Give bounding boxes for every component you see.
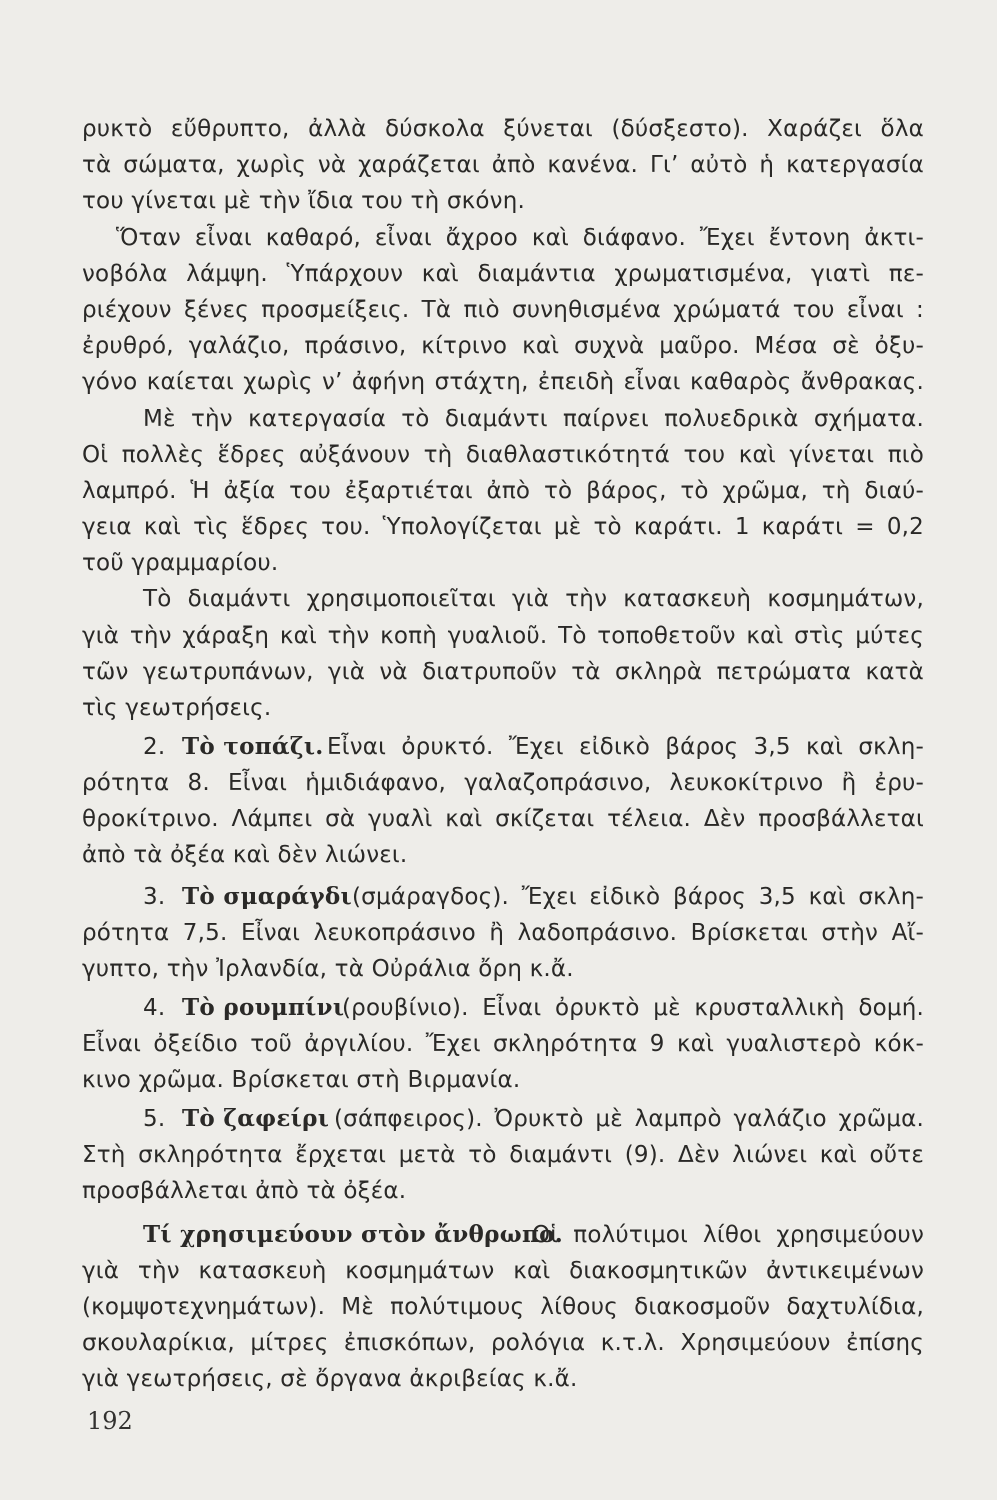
- text-line: γόνο καίεται χωρὶς ν’ ἀφήνη στάχτη, ἐπειδὴ εἶναι καθαρὸς ἄνθρακας.: [82, 369, 924, 395]
- text-line: Εἶναι ὀξείδιο τοῦ ἀργιλίου. Ἔχει σκληρότητα 9 καὶ γυαλιστερὸ κόκ-: [82, 1031, 924, 1057]
- text-line: Ὅταν εἶναι καθαρό, εἶναι ἄχροο καὶ διάφανο. Ἔχει ἔντονη ἀκτι-: [116, 225, 924, 251]
- text-line: Τὸ διαμάντι χρησιμοποιεῖται γιὰ τὴν κατασκευὴ κοσμημάτων,: [143, 586, 924, 612]
- text-line: Μὲ τὴν κατεργασία τὸ διαμάντι παίρνει πολυεδρικὰ σχήματα.: [143, 406, 924, 432]
- ruby-heading: Τὸ ρουμπίνι: [182, 994, 345, 1021]
- text-line: ριέχουν ξένες προσμείξεις. Τὰ πιὸ συνηθισμένα χρώματά του εἶναι :: [82, 297, 924, 323]
- text-line: θροκίτρινο. Λάμπει σὰ γυαλὶ καὶ σκίζεται τέλεια. Δὲν προσβάλλεται: [82, 806, 924, 832]
- text-line: ἐρυθρό, γαλάζιο, πράσινο, κίτρινο καὶ συχνὰ μαῦρο. Μέσα σὲ ὀξυ-: [82, 333, 924, 359]
- emerald-heading: Τὸ σμαράγδι: [182, 883, 352, 910]
- sapphire-heading: Τὸ ζαφείρι: [182, 1105, 330, 1132]
- text-line: νοβόλα λάμψη. Ὑπάρχουν καὶ διαμάντια χρωματισμένα, γιατὶ πε-: [82, 261, 924, 287]
- text-line: γιὰ γεωτρήσεις, σὲ ὄργανα ἀκριβείας κ.ἄ.: [82, 1366, 578, 1392]
- uses-heading: Τί χρησιμεύουν στὸν ἄνθρωπο.: [143, 1221, 564, 1248]
- text-line: ρότητα 8. Εἶναι ἡμιδιάφανο, γαλαζοπράσινο, λευκοκίτρινο ἢ ἐρυ-: [82, 770, 924, 796]
- text-line: ἀπὸ τὰ ὀξέα καὶ δὲν λιώνει.: [82, 842, 408, 868]
- text-line: Εἶναι ὀρυκτό. Ἔχει εἰδικὸ βάρος 3,5 καὶ σκλη-: [327, 734, 924, 760]
- page-number: 192: [87, 1407, 133, 1435]
- text-line: Οἱ πολλὲς ἕδρες αὐξάνουν τὴ διαθλαστικότητά του καὶ γίνεται πιὸ: [82, 442, 924, 468]
- text-line: γεια καὶ τὶς ἕδρες του. Ὑπολογίζεται μὲ τὸ καράτι. 1 καράτι = 0,2: [82, 514, 924, 540]
- text-line: λαμπρό. Ἡ ἀξία του ἐξαρτιέται ἀπὸ τὸ βάρος, τὸ χρῶμα, τὴ διαύ-: [82, 478, 924, 504]
- text-line: (κομψοτεχνημάτων). Μὲ πολύτιμους λίθους διακοσμοῦν δαχτυλίδια,: [82, 1294, 924, 1320]
- text-line: Οἱ πολύτιμοι λίθοι χρησιμεύουν: [532, 1222, 924, 1248]
- text-line: τῶν γεωτρυπάνων, γιὰ νὰ διατρυποῦν τὰ σκληρὰ πετρώματα κατὰ: [82, 659, 924, 685]
- item-number: 3.: [143, 884, 166, 910]
- text-line: (ρουβίνιο). Εἶναι ὀρυκτὸ μὲ κρυσταλλικὴ δομή.: [342, 995, 924, 1021]
- item-number: 2.: [143, 734, 166, 760]
- topaz-heading: Τὸ τοπάζι.: [182, 733, 324, 760]
- text-line: σκουλαρίκια, μίτρες ἐπισκόπων, ρολόγια κ.τ.λ. Χρησιμεύουν ἐπίσης: [82, 1330, 924, 1356]
- text-line: Στὴ σκληρότητα ἔρχεται μετὰ τὸ διαμάντι (9). Δὲν λιώνει καὶ οὔτε: [82, 1142, 924, 1168]
- text-line: γυπτο, τὴν Ἰρλανδία, τὰ Οὐράλια ὄρη κ.ἄ.: [82, 956, 574, 982]
- text-line: ρότητα 7,5. Εἶναι λευκοπράσινο ἢ λαδοπράσινο. Βρίσκεται στὴν Αἴ-: [82, 920, 924, 946]
- text-line: γιὰ τὴν χάραξη καὶ τὴν κοπὴ γυαλιοῦ. Τὸ τοποθετοῦν καὶ στὶς μύτες: [82, 623, 924, 649]
- text-line: ρυκτὸ εὔθρυπτο, ἀλλὰ δύσκολα ξύνεται (δύσξεστο). Χαράζει ὅλα: [82, 116, 924, 142]
- text-line: γιὰ τὴν κατασκευὴ κοσμημάτων καὶ διακοσμητικῶν ἀντικειμένων: [82, 1258, 924, 1284]
- item-number: 5.: [143, 1106, 166, 1132]
- text-line: (σάπφειρος). Ὀρυκτὸ μὲ λαμπρὸ γαλάζιο χρῶμα.: [334, 1106, 924, 1132]
- text-line: κινο χρῶμα. Βρίσκεται στὴ Βιρμανία.: [82, 1067, 521, 1093]
- text-line: (σμάραγδος). Ἔχει εἰδικὸ βάρος 3,5 καὶ σκλη-: [352, 884, 924, 910]
- text-line: του γίνεται μὲ τὴν ἴδια του τὴ σκόνη.: [82, 188, 525, 214]
- item-number: 4.: [143, 995, 166, 1021]
- text-line: τοῦ γραμμαρίου.: [82, 550, 279, 576]
- text-line: προσβάλλεται ἀπὸ τὰ ὀξέα.: [82, 1178, 407, 1204]
- text-line: τὶς γεωτρήσεις.: [82, 695, 272, 721]
- text-line: τὰ σώματα, χωρὶς νὰ χαράζεται ἀπὸ κανένα. Γι’ αὐτὸ ἡ κατεργασία: [82, 152, 924, 178]
